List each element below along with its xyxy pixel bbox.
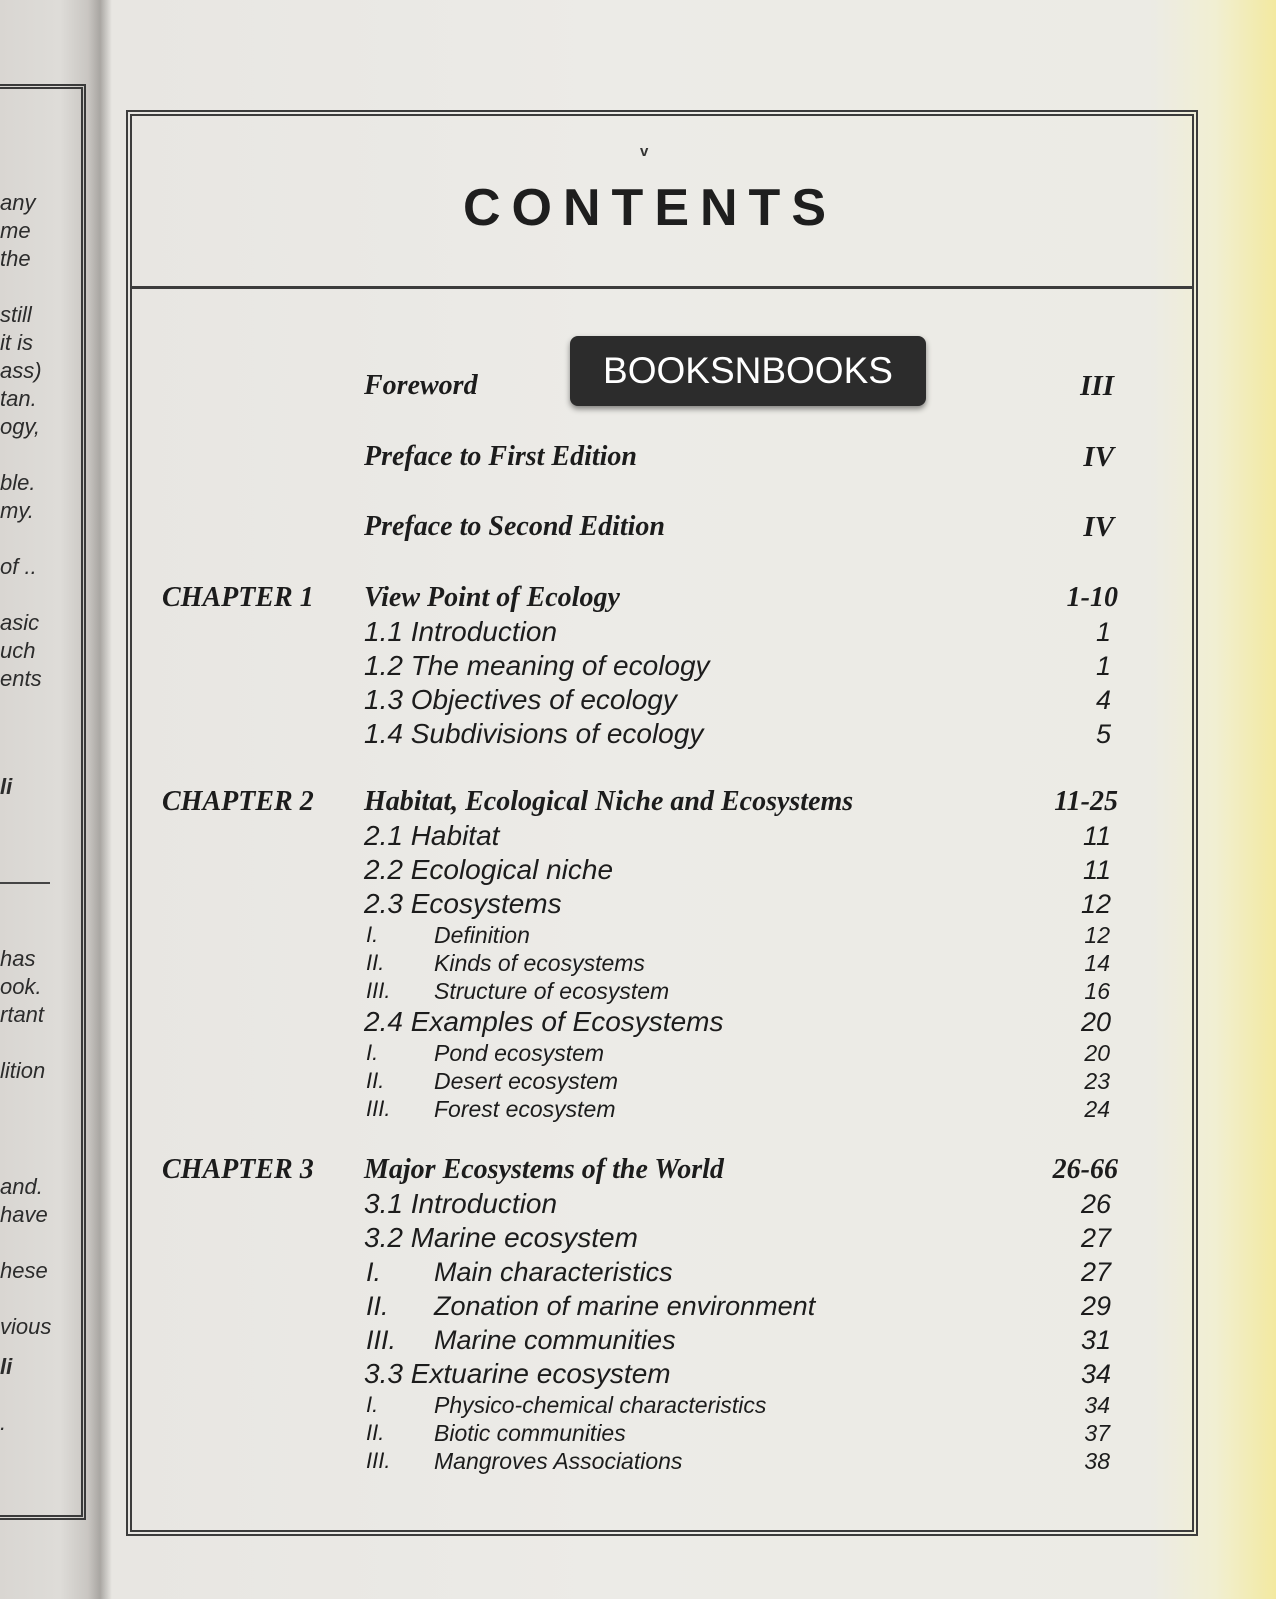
facing-page-fragment: have <box>0 1202 48 1227</box>
subsection-title: Zonation of marine environment <box>434 1291 816 1321</box>
section-page: 26 <box>1080 1189 1111 1219</box>
facing-page-fragment: ble. <box>0 470 36 495</box>
chapter-label: CHAPTER 3 <box>162 1154 314 1185</box>
toc-section[interactable] <box>0 1222 1276 1254</box>
section-page: 1 <box>1095 651 1111 681</box>
heading-divider <box>132 286 1192 289</box>
chapter-title: View Point of Ecology <box>364 582 620 613</box>
subsection-title: Pond ecosystem <box>434 1040 605 1066</box>
subsection-title: Marine communities <box>434 1325 676 1355</box>
facing-page-fragment: vious <box>0 1314 52 1339</box>
section-page: 12 <box>1080 889 1111 919</box>
subsection-page: 31 <box>1080 1325 1111 1355</box>
section-page: 34 <box>1080 1359 1111 1389</box>
facing-page-fragment: uch <box>0 638 36 663</box>
subsection-title: Physico-chemical characteristics <box>434 1392 767 1418</box>
section-title: 1.3 Objectives of ecology <box>364 684 677 715</box>
subsection-numeral: I. <box>366 922 379 947</box>
facing-page-fragment: it is <box>0 330 33 355</box>
chapter-label: CHAPTER 2 <box>162 786 314 817</box>
subsection-numeral: I. <box>366 1040 379 1065</box>
facing-page-fragment: hese <box>0 1258 48 1283</box>
toc-subsection[interactable] <box>0 1324 1276 1356</box>
subsection-title: Desert ecosystem <box>434 1068 619 1094</box>
subsection-page: 34 <box>1084 1392 1110 1418</box>
subsection-numeral: II. <box>366 950 385 975</box>
subsection-numeral: II. <box>366 1420 385 1445</box>
facing-page-fragment: lition <box>0 1058 46 1083</box>
facing-page-fragment: li <box>0 774 13 799</box>
subsection-title: Definition <box>434 922 530 948</box>
section-title: 1.1 Introduction <box>364 616 558 647</box>
subsection-page: 38 <box>1084 1448 1110 1474</box>
facing-page-fragment: and. <box>0 1174 43 1199</box>
subsection-page: 23 <box>1084 1068 1110 1094</box>
chapter-page-range: 1-10 <box>1066 582 1118 613</box>
toc-section[interactable] <box>0 820 1276 852</box>
toc-entry-title: Preface to Second Edition <box>364 511 665 542</box>
page-number: v <box>640 143 649 160</box>
subsection-title: Biotic communities <box>434 1420 626 1446</box>
facing-page-fragment: of .. <box>0 554 37 579</box>
toc-section[interactable] <box>0 1006 1276 1038</box>
toc-entry-title: Preface to First Edition <box>364 441 637 472</box>
section-title: 1.4 Subdivisions of ecology <box>364 718 704 749</box>
page-title: CONTENTS <box>463 179 837 237</box>
section-page: 4 <box>1095 685 1111 715</box>
toc-subsection[interactable] <box>0 1256 1276 1288</box>
section-title: 2.2 Ecological niche <box>364 854 614 885</box>
toc-subsection[interactable] <box>0 1445 1276 1477</box>
facing-page-fragment: rtant <box>0 1002 45 1027</box>
chapter-title: Habitat, Ecological Niche and Ecosystems <box>364 786 854 817</box>
subsection-title: Main characteristics <box>434 1257 673 1287</box>
chapter-page-range: 11-25 <box>1054 786 1118 817</box>
subsection-numeral: II. <box>366 1068 385 1093</box>
chapter-label: CHAPTER 1 <box>162 582 314 613</box>
toc-entry-title: Foreword <box>364 370 478 401</box>
toc-page-ref: IV <box>1083 441 1114 473</box>
toc-section[interactable] <box>0 1358 1276 1390</box>
toc-section[interactable] <box>0 616 1276 648</box>
section-title: 2.4 Examples of Ecosystems <box>364 1006 724 1037</box>
toc-entry-preface-second[interactable] <box>0 511 1276 543</box>
toc-page-ref: III <box>1080 370 1114 402</box>
subsection-page: 29 <box>1080 1291 1111 1321</box>
section-page: 20 <box>1080 1007 1111 1037</box>
facing-page-fragment: li <box>0 1354 13 1379</box>
subsection-page: 16 <box>1084 978 1110 1004</box>
section-page: 27 <box>1080 1223 1111 1253</box>
facing-page-fragment: asic <box>0 610 40 635</box>
toc-chapter-1[interactable] <box>0 582 1276 614</box>
toc-subsection[interactable] <box>0 975 1276 1007</box>
subsection-numeral: I. <box>366 1392 379 1417</box>
subsection-title: Structure of ecosystem <box>434 978 670 1004</box>
toc-chapter-2[interactable] <box>0 786 1276 818</box>
section-page: 5 <box>1095 719 1111 749</box>
toc-entry-preface-first[interactable] <box>0 441 1276 473</box>
section-title: 1.2 The meaning of ecology <box>364 650 710 681</box>
section-title: 3.1 Introduction <box>364 1188 558 1219</box>
subsection-page: 24 <box>1084 1096 1110 1122</box>
section-page: 11 <box>1082 855 1111 885</box>
facing-page-fragment: still <box>0 302 32 327</box>
subsection-page: 20 <box>1084 1040 1110 1066</box>
subsection-page: 14 <box>1084 950 1110 976</box>
facing-page-fragment: my. <box>0 498 34 523</box>
toc-section[interactable] <box>0 684 1276 716</box>
toc-section[interactable] <box>0 1188 1276 1220</box>
section-page: 11 <box>1082 821 1111 851</box>
facing-page-fragment: ogy, <box>0 414 40 439</box>
subsection-numeral: I. <box>366 1257 382 1287</box>
toc-subsection[interactable] <box>0 1290 1276 1322</box>
subsection-title: Kinds of ecosystems <box>434 950 645 976</box>
section-title: 2.1 Habitat <box>364 820 500 851</box>
facing-page-fragment: has <box>0 946 36 971</box>
toc-section[interactable] <box>0 650 1276 682</box>
chapter-title: Major Ecosystems of the World <box>364 1154 724 1185</box>
facing-page-fragment: me <box>0 218 31 243</box>
watermark-label: BOOKSNBOOKS <box>570 336 926 406</box>
section-title: 3.2 Marine ecosystem <box>364 1222 638 1253</box>
subsection-numeral: III. <box>366 1448 391 1473</box>
facing-page-fragment: ass) <box>0 358 42 383</box>
section-title: 3.3 Extuarine ecosystem <box>364 1358 671 1389</box>
facing-page-fragment: ents <box>0 666 42 691</box>
facing-page-fragment: ook. <box>0 974 42 999</box>
toc-chapter-3[interactable] <box>0 1154 1276 1186</box>
section-title: 2.3 Ecosystems <box>364 888 562 919</box>
chapter-page-range: 26-66 <box>1052 1154 1118 1185</box>
facing-page-fragment: any <box>0 190 36 215</box>
subsection-numeral: II. <box>366 1291 389 1321</box>
facing-page-fragment: . <box>0 1410 7 1435</box>
toc-section[interactable] <box>0 888 1276 920</box>
toc-subsection[interactable] <box>0 1093 1276 1125</box>
facing-page-fragment: tan. <box>0 386 37 411</box>
toc-page-ref: IV <box>1083 511 1114 543</box>
toc-section[interactable] <box>0 854 1276 886</box>
subsection-page: 12 <box>1084 922 1110 948</box>
subsection-title: Forest ecosystem <box>434 1096 616 1122</box>
toc-section[interactable] <box>0 718 1276 750</box>
subsection-page: 27 <box>1080 1257 1111 1287</box>
subsection-numeral: III. <box>366 1096 391 1121</box>
subsection-numeral: III. <box>366 1325 397 1355</box>
subsection-numeral: III. <box>366 978 391 1003</box>
subsection-title: Mangroves Associations <box>434 1448 683 1474</box>
section-page: 1 <box>1095 617 1111 647</box>
facing-page-fragment: the <box>0 246 31 271</box>
subsection-page: 37 <box>1084 1420 1110 1446</box>
